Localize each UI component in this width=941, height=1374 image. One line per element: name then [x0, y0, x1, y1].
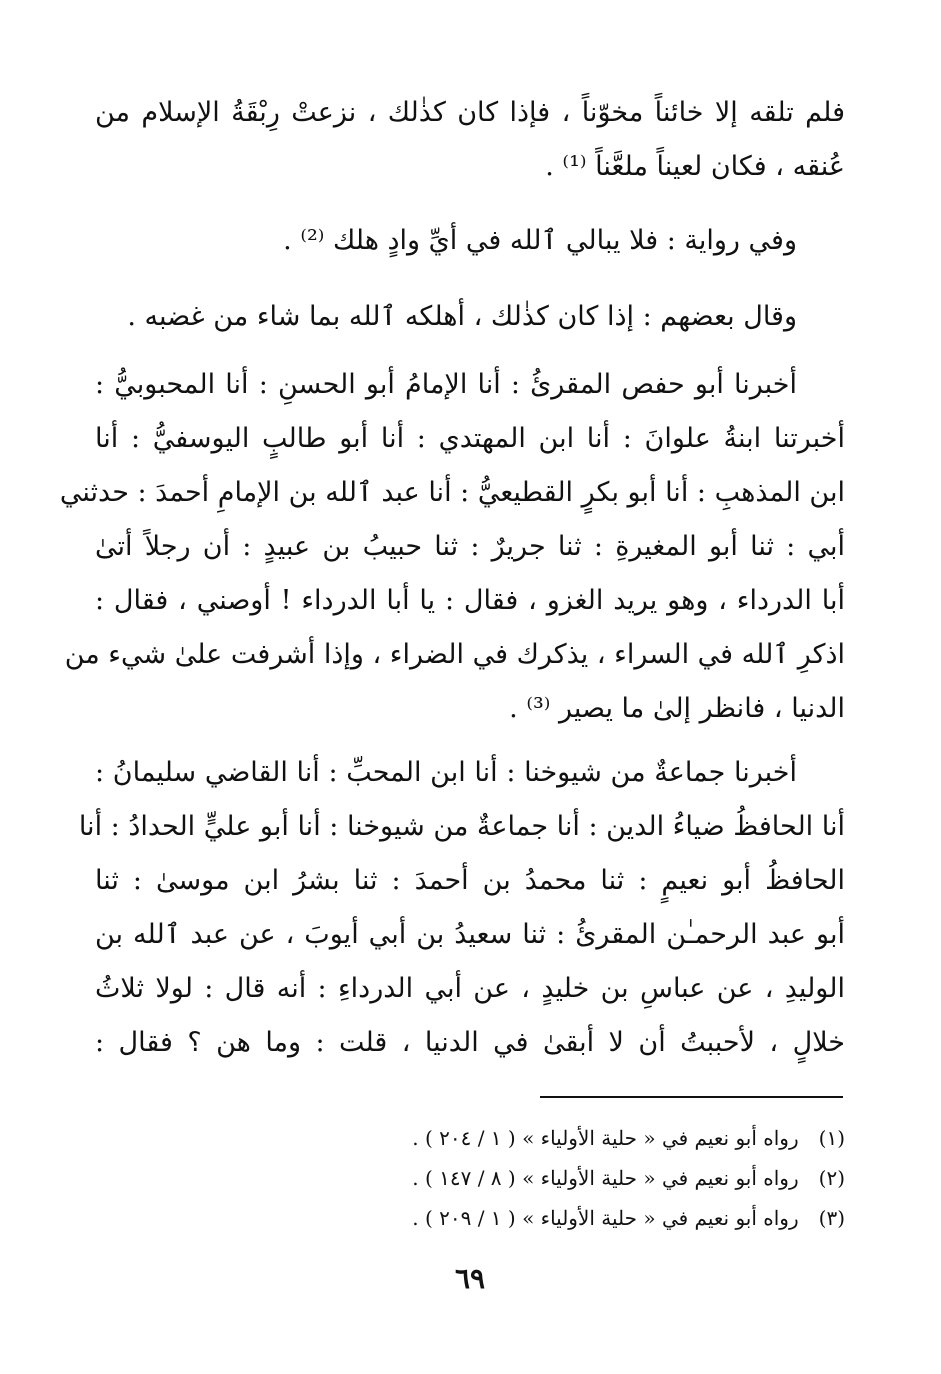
footnote-number: (٣): [818, 1206, 845, 1230]
paragraph-4: [59, 358, 845, 736]
paragraph-line: خلالٍ ، لأحببتُ أن لا أبقىٰ في الدنيا ، قلت : وما هن ؟ فقال :: [95, 1027, 845, 1058]
paragraph-1: [95, 86, 845, 194]
footnote-number: (١): [818, 1126, 845, 1150]
paragraph-line: فلم تلقه إلا خائناً مخوّناً ، فإذا كان كذٰلك ، نزعتْ رِبْقَةُ الإسلام من: [95, 97, 845, 128]
paragraph-line: وفي رواية : فلا يبالي ٱلله في أيِّ وادٍ هلك ⁽²⁾ .: [283, 225, 797, 256]
paragraph-line: أبي : ثنا أبو المغيرةِ : ثنا جريرٌ : ثنا حبيبُ بن عبيدٍ : أن رجلاً أتىٰ: [95, 531, 845, 562]
paragraph-line: أخبرنا جماعةٌ من شيوخنا : أنا ابن المحبِّ : أنا القاضي سليمانُ :: [95, 757, 797, 788]
footnote: [300, 1158, 845, 1198]
footnote-text: رواه أبو نعيم في « حلية الأولياء » ( ١ / ٢٠٩ ) .: [412, 1206, 799, 1230]
paragraph-line: الوليدِ ، عن عباسِ بن خليدٍ ، عن أبي الدرداءِ : أنه قال : لولا ثلاثُ: [95, 973, 845, 1004]
paragraph-line: اذكرِ ٱلله في السراء ، يذكرك في الضراء ، وإذا أشرفت علىٰ شيء من: [64, 639, 845, 670]
paragraph-line: وقال بعضهم : إذا كان كذٰلك ، أهلكه ٱلله بما شاء من غضبه .: [127, 301, 797, 332]
paragraph-line: عُنقه ، فكان لعيناً ملعَّناً ⁽¹⁾ .: [545, 151, 845, 182]
footnote-number: (٢): [818, 1166, 845, 1190]
paragraph-3: [95, 290, 845, 344]
paragraph-line: أخبرنا أبو حفص المقرئُ : أنا الإمامُ أبو الحسنِ : أنا المحبوبيُّ :: [95, 369, 797, 400]
paragraph-line: الدنيا ، فانظر إلىٰ ما يصير ⁽³⁾ .: [509, 693, 845, 724]
paragraph-line: أخبرتنا ابنةُ علوانَ : أنا ابن المهتدي : أنا أبو طالبٍ اليوسفيُّ : أنا: [95, 423, 845, 454]
footnote-text: رواه أبو نعيم في « حلية الأولياء » ( ٨ / ١٤٧ ) .: [412, 1166, 799, 1190]
footnote: [300, 1198, 845, 1238]
paragraph-line: أبو عبد الرحمـٰن المقرئُ : ثنا سعيدُ بن أبي أيوبَ ، عن عبد ٱلله بن: [95, 919, 845, 950]
footnote: [300, 1118, 845, 1158]
footnote-separator: [540, 1096, 843, 1098]
paragraph-line: الحافظُ أبو نعيمٍ : ثنا محمدُ بن أحمدَ : ثنا بشرُ ابن موسىٰ : ثنا: [95, 865, 845, 896]
page-number: ٦٩: [454, 1262, 486, 1295]
paragraph-line: أنا الحافظُ ضياءُ الدين : أنا جماعةٌ من شيوخنا : أنا أبو عليٍّ الحدادُ : أنا: [78, 811, 845, 842]
paragraph-line: أبا الدرداء ، وهو يريد الغزو ، فقال : يا أبا الدرداء ! أوصني ، فقال :: [95, 585, 845, 616]
paragraph-2: [95, 214, 845, 268]
footnotes: [300, 1118, 845, 1238]
paragraph-line: ابن المذهبِ : أنا أبو بكرٍ القطيعيُّ : أنا عبد ٱلله بن الإمامِ أحمدَ : حدثني: [59, 477, 845, 508]
paragraph-5: [78, 746, 845, 1070]
footnote-text: رواه أبو نعيم في « حلية الأولياء » ( ١ / ٢٠٤ ) .: [412, 1126, 799, 1150]
